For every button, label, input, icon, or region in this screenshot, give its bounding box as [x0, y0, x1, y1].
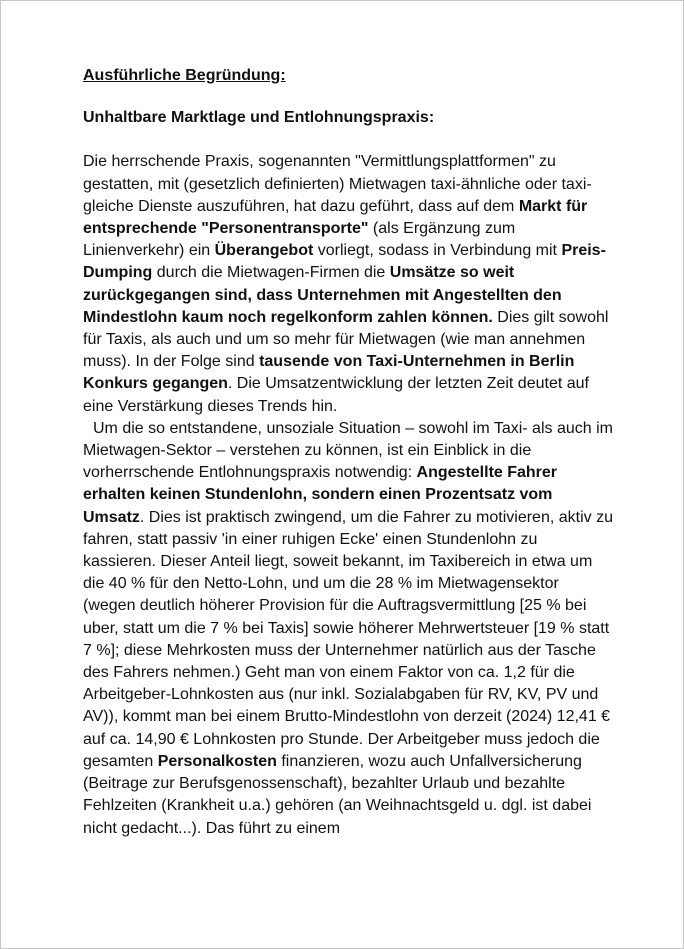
paragraph-market-situation — [83, 151, 613, 417]
text-segment: . Die Umsatzentwicklung der letzten Zeit deutet auf eine Verstärkung dieses Trends hin. — [83, 375, 589, 415]
bold-segment: tausende von Taxi-Unternehmen in Berlin Konkurs gegangen — [83, 353, 575, 393]
section-heading: Ausführliche Begründung: — [83, 67, 286, 84]
bold-segment: Preis-Dumping — [83, 242, 606, 282]
bold-segment: Personalkosten — [157, 752, 277, 770]
text-segment: Um die so entstandene, unsoziale Situation – sowohl im Taxi- als auch im Mietwagen-Sektor – verstehen zu können, ist ein Einblick in die vorherrschende Entlohnungspraxis notwendig: — [83, 419, 613, 482]
section-subheading: Unhaltbare Marktlage und Entlohnungspraxis: — [83, 109, 435, 127]
bold-segment: Überangebot — [214, 242, 314, 260]
text-segment: vorliegt, sodass in Verbindung mit — [313, 242, 562, 260]
bold-segment: Markt für entsprechende "Personentransporte" — [83, 197, 588, 238]
bold-segment: Angestellte Fahrer erhalten keinen Stundenlohn, sondern einen Prozentsatz vom Umsatz — [83, 464, 558, 526]
text-segment: Die herrschende Praxis, sogenannten "Vermittlungsplattformen" zu gestatten, mit (gesetzlich definierten) Mietwagen taxi-ähnliche oder taxi-gleiche Dienste auszuführen, hat dazu geführt, dass auf dem — [83, 153, 592, 215]
text-segment: finanzieren, wozu auch Unfallversicherung (Beitrage zur Berufsgenossenschaft), bezahlter Urlaub und bezahlte Fehlzeiten (Krankheit u.a.) gehören (an Weihnachtsgeld u. dgl. ist dabei nicht gedacht...). Das führt zu einem — [83, 752, 592, 837]
text-segment: (als Ergänzung zum Linienverkehr) ein — [83, 220, 516, 260]
text-segment: . Dies ist praktisch zwingend, um die Fahrer zu motivieren, aktiv zu fahren, statt passiv 'in einer ruhigen Ecke' einen Stundenlohn zu kassieren. Dieser Anteil liegt, soweit bekannt, im Taxibereich in etwa um die 40 % für den Netto-Lohn, und um die 28 % im Mietwagensektor (wegen deutlich höherer Provision für die Auftragsvermittlung [25 % bei uber, statt um die 7 % bei Taxis] sowie höherer Mehrwertsteuer [19 % statt 7 %]; diese Mehrkosten muss der Unternehmer natürlich aus der Tasche des Fahrers nehmen.) Geht man von einem Faktor von ca. 1,2 für die Arbeitgeber-Lohnkosten aus (nur inkl. Sozialabgaben für RV, KV, PV und AV)), kommt man bei einem Brutto-Mindestlohn von derzeit (2024) 12,41 € auf ca. 14,90 € Lohnkosten pro Stunde. Der Arbeitgeber muss jedoch die gesamten — [83, 508, 613, 770]
bold-segment: Umsätze so weit zurückgegangen sind, dass Unternehmen mit Angestellten den Mindestlohn kaum noch regelkonform zahlen können. — [83, 264, 562, 326]
paragraph-wage-practice — [83, 418, 613, 840]
text-segment: durch die Mietwagen-Firmen die — [152, 264, 390, 282]
document-body — [83, 65, 613, 840]
text-segment: Dies gilt sowohl für Taxis, als auch und um so mehr für Mietwagen (wie man annehmen muss). In der Folge sind — [83, 308, 609, 371]
